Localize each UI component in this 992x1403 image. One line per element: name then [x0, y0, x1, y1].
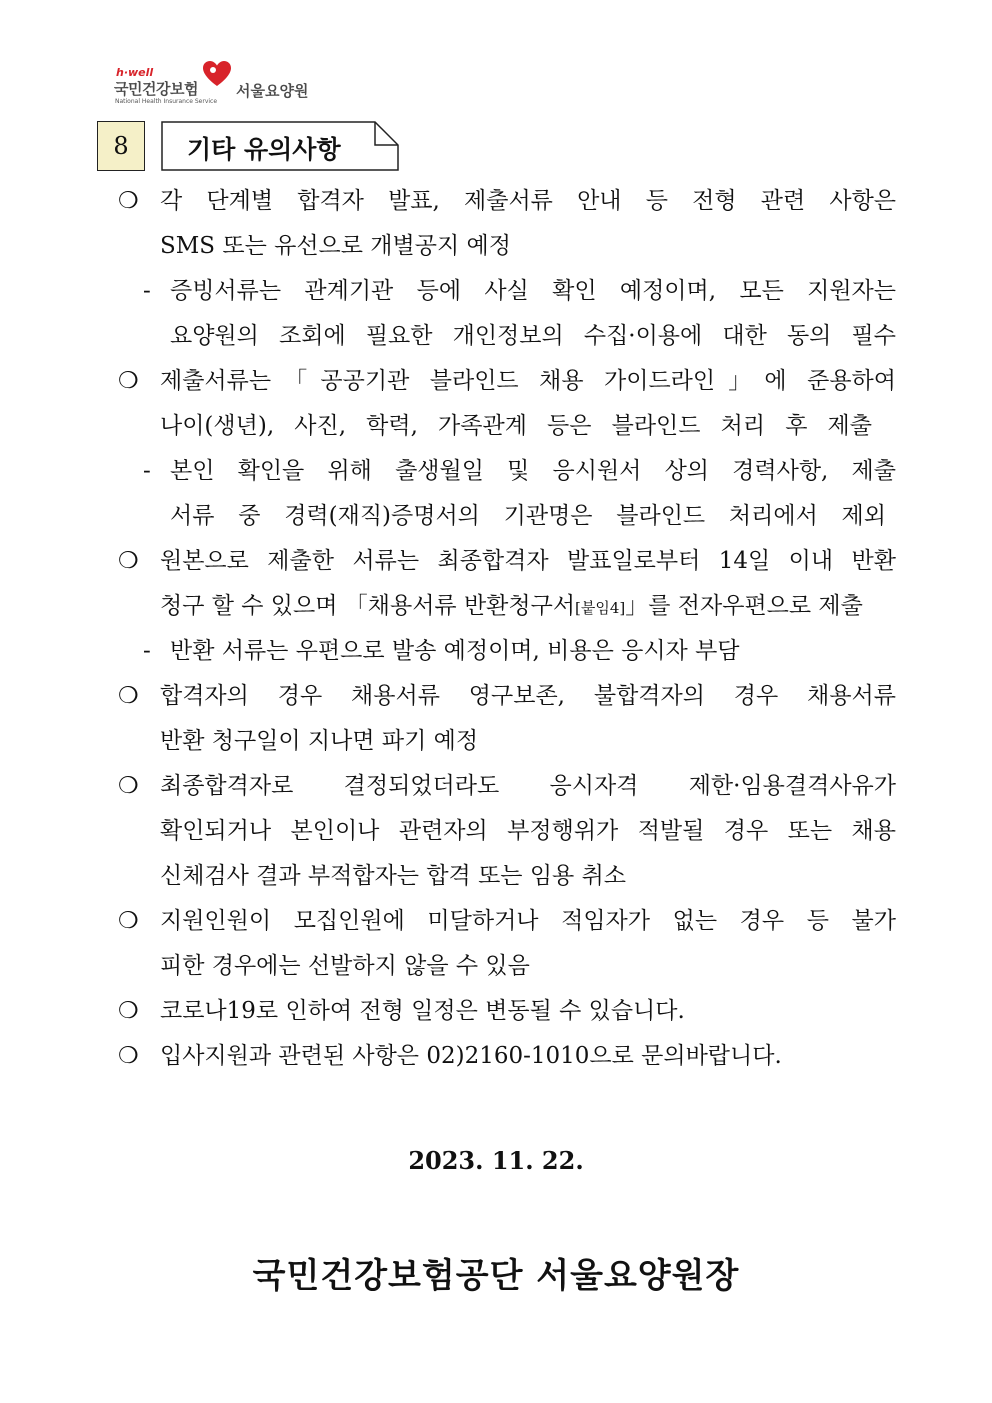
- item-2-line-1: 증빙서류는 관계기관 등에 사실 확인 예정이며, 모든 지원자는: [170, 278, 896, 304]
- item-11-line-1: 입사지원과 관련된 사항은 02)2160-1010으로 문의바랍니다.: [160, 1043, 782, 1069]
- dash-icon: -: [143, 458, 151, 484]
- item-2-line-2: 요양원의 조회에 필요한 개인정보의 수집·이용에 대한 동의 필수: [170, 323, 896, 349]
- issue-date: 2023. 11. 22.: [408, 1146, 584, 1175]
- organization-logo: [114, 60, 334, 110]
- item-8-line-2: 확인되거나 본인이나 관련자의 부정행위가 적발될 경우 또는 채용: [160, 818, 896, 844]
- heart-logo-icon: [202, 60, 232, 88]
- bullet-icon: ❍: [118, 548, 139, 574]
- item-10-line-1: 코로나19로 인하여 전형 일정은 변동될 수 있습니다.: [160, 998, 685, 1024]
- dash-icon: -: [143, 638, 151, 664]
- bullet-icon: ❍: [118, 1043, 139, 1069]
- section-number: 8: [97, 121, 145, 171]
- section-title-box: [161, 121, 399, 171]
- item-7-line-2: 반환 청구일이 지나면 파기 예정: [160, 728, 479, 754]
- item-7-line-1: 합격자의 경우 채용서류 영구보존, 불합격자의 경우 채용서류: [160, 683, 896, 709]
- bullet-icon: ❍: [118, 998, 139, 1024]
- item-9-line-1: 지원인원이 모집인원에 미달하거나 적임자가 없는 경우 등 불가: [160, 908, 896, 934]
- attachment-ref: [붙임4]: [575, 599, 626, 617]
- item-5-line-2: [160, 591, 863, 623]
- item-8-line-3: 신체검사 결과 부적합자는 합격 또는 임용 취소: [160, 863, 627, 889]
- item-5-line-2-tail: 」를 전자우편으로 제출: [625, 593, 863, 619]
- item-5-line-2-text: 청구 할 수 있으며 「채용서류 반환청구서: [160, 593, 576, 619]
- section-title: 기타 유의사항: [187, 135, 341, 164]
- org-name-english: National Health Insurance Service: [115, 98, 218, 105]
- signer: 국민건강보험공단 서울요양원장: [252, 1256, 740, 1296]
- item-4-line-2: 서류 중 경력(재직)증명서의 기관명은 블라인드 처리에서 제외: [170, 503, 886, 529]
- org-name-korean: 국민건강보험: [114, 80, 198, 98]
- bullet-icon: ❍: [118, 773, 139, 799]
- brand-tag: h·well: [116, 66, 154, 79]
- bullet-icon: ❍: [118, 908, 139, 934]
- item-9-line-2: 피한 경우에는 선발하지 않을 수 있음: [160, 953, 530, 979]
- bullet-icon: ❍: [118, 368, 139, 394]
- item-8-line-1: 최종합격자로 결정되었더라도 응시자격 제한·임용결격사유가: [160, 773, 896, 799]
- item-1-line-1: 각 단계별 합격자 발표, 제출서류 안내 등 전형 관련 사항은: [160, 188, 896, 214]
- item-1-line-2: SMS 또는 유선으로 개별공지 예정: [160, 233, 511, 259]
- bullet-icon: ❍: [118, 683, 139, 709]
- dash-icon: -: [143, 278, 151, 304]
- item-4-line-1: 본인 확인을 위해 출생월일 및 응시원서 상의 경력사항, 제출: [170, 458, 896, 484]
- branch-name: 서울요양원: [236, 82, 309, 100]
- item-5-line-1: 원본으로 제출한 서류는 최종합격자 발표일로부터 14일 이내 반환: [160, 548, 896, 574]
- item-3-line-1: 제출서류는「공공기관 블라인드 채용 가이드라인」에 준용하여: [160, 368, 896, 394]
- item-3-line-2: 나이(생년), 사진, 학력, 가족관계 등은 블라인드 처리 후 제출: [160, 413, 872, 439]
- bullet-icon: ❍: [118, 188, 139, 214]
- item-6-line-1: 반환 서류는 우편으로 발송 예정이며, 비용은 응시자 부담: [170, 638, 740, 664]
